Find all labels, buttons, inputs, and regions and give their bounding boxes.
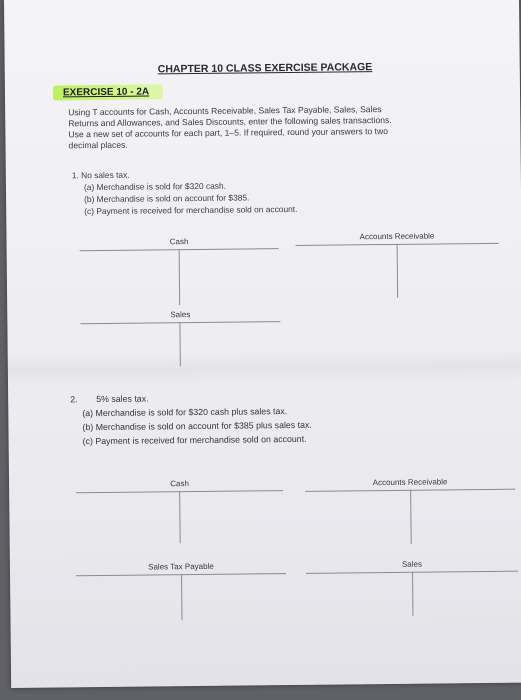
t-account-divider [179,322,180,366]
t-account-title: Sales [170,310,191,320]
t-account-divider [179,249,181,305]
instructions-line: Use a new set of accounts for each part, 1–5. If required, round your answers to two [68,125,389,140]
exercise-label-text: EXERCISE 10 - 2A [62,86,150,99]
t-account-divider [410,490,412,544]
t-account-sales-1 [80,310,280,367]
worksheet-page [4,0,521,688]
page-title: CHAPTER 10 CLASS EXERCISE PACKAGE [157,61,373,76]
part-2 [70,390,312,449]
t-account-title: Sales [401,559,422,569]
t-account-cash-1 [80,237,280,306]
t-account-divider [181,574,182,620]
t-account-title: Sales Tax Payable [148,561,214,572]
t-account-sales-2 [306,559,518,617]
exercise-label [53,84,163,100]
part-2-number: 2. [70,394,78,405]
t-account-cash-2 [76,479,284,544]
part-1-item-a: (a) Merchandise is sold for $320 cash. [83,180,226,193]
instructions-paragraph [68,103,458,151]
part-1-item-b: (b) Merchandise is sold on account for $385. [84,192,250,205]
part-2-heading: 5% sales tax. [96,393,149,405]
part-2-item-c: (c) Payment is received for merchandise sold on account. [82,433,307,447]
t-account-divider [412,572,413,616]
t-account-title: Cash [170,479,189,489]
t-account-sales-tax-payable-2 [76,561,286,621]
part-2-item-a: (a) Merchandise is sold for $320 cash plus sales tax. [82,406,288,419]
instructions-line: Using T accounts for Cash, Accounts Receivable, Sales Tax Payable, Sales, Sales [68,104,382,118]
part-2-item-b: (b) Merchandise is sold on account for $385 plus sales tax. [82,419,312,433]
t-account-title: Accounts Receivable [372,477,448,488]
instructions-line: Returns and Allowances, and Sales Discounts, enter the following sales transactions. [68,114,392,129]
part-1-heading: 1. No sales tax. [71,169,130,181]
t-account-title: Accounts Receivable [359,231,435,242]
t-account-accounts-receivable-2 [305,477,516,545]
t-account-title: Cash [169,237,189,247]
t-account-accounts-receivable-1 [296,231,500,299]
part-1-item-c: (c) Payment is received for merchandise sold on account. [84,203,298,217]
part-1 [72,167,298,217]
t-account-divider [179,491,181,543]
instructions-line: decimal places. [68,139,128,151]
t-account-divider [397,244,399,298]
